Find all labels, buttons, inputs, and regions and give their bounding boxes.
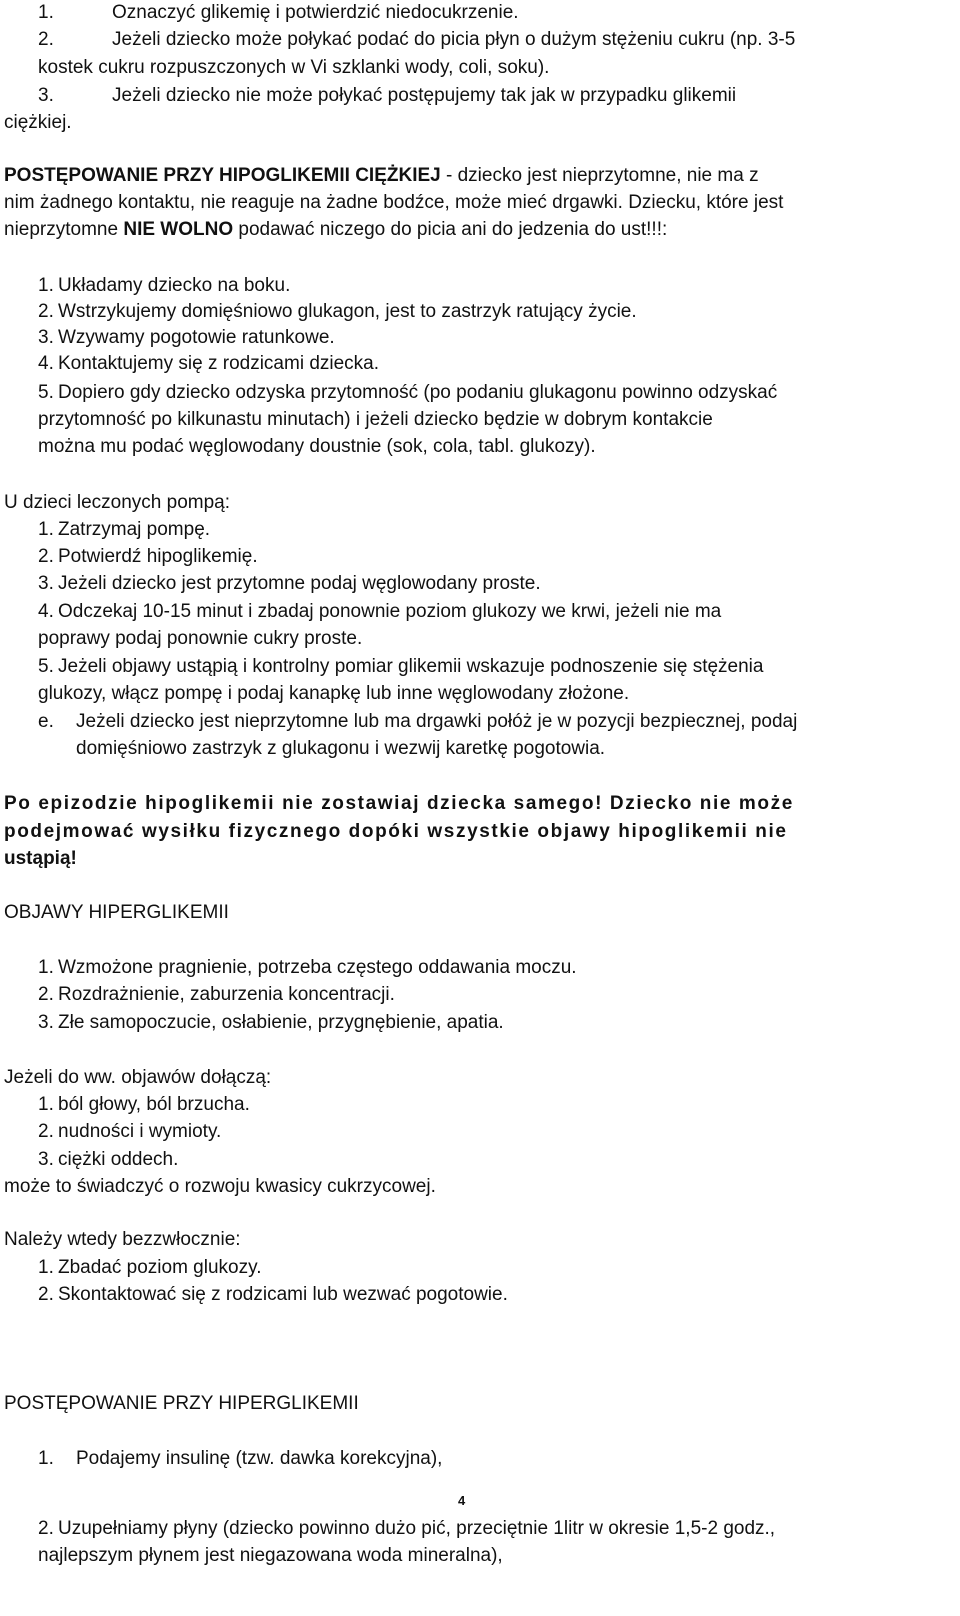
step-number: 3. [38,573,54,594]
list-item-continuation: kostek cukru rozpuszczonych w Vi szklanki wody, coli, soku). [38,57,550,78]
symptom-text: nudności i wymioty. [58,1121,222,1142]
step-text: Jeżeli objawy ustąpią i kontrolny pomiar glikemii wskazuje podnoszenie się stężenia [58,656,764,677]
list-item-text: Jeżeli dziecko nie może połykać postępujemy tak jak w przypadku glikemii [112,85,737,106]
symptom-number: 1. [38,1094,54,1115]
step-text: Wstrzykujemy domięśniowo glukagon, jest to zastrzyk ratujący życie. [58,301,637,322]
warning-suffix: podawać niczego do picia ani do jedzenia do ust!!!: [233,219,668,240]
immediate-actions-heading: Należy wtedy bezzwłocznie: [4,1229,241,1250]
action-number: 1. [38,1257,54,1278]
step-continuation: można mu podać węglowodany doustnie (sok, cola, tabl. glukozy). [38,436,596,457]
pump-heading: U dzieci leczonych pompą: [4,492,230,513]
procedure-number: 2. [38,1518,54,1539]
action-text: Zbadać poziom glukozy. [58,1257,262,1278]
list-number: 1. [38,2,54,23]
page-number: 4 [458,1493,466,1508]
step-number: 5. [38,656,54,677]
step-text: Układamy dziecko na boku. [58,275,291,296]
step-continuation: przytomność po kilkunastu minutach) i jeżeli dziecko będzie w dobrym kontakcie [38,409,713,430]
step-continuation: poprawy podaj ponownie cukry proste. [38,628,363,649]
step-text: Dopiero gdy dziecko odzyska przytomność (po podaniu glukagonu powinno odzyskać [58,382,778,403]
procedure-number: 1. [38,1448,54,1469]
severe-intro-line-3 [4,218,667,242]
warning-line-2: podejmować wysiłku fizycznego dopóki wszystkie objawy hipoglikemii nie [4,821,788,842]
warning-prefix: nieprzytomne [4,219,124,240]
step-text: Zatrzymaj pompę. [58,519,211,540]
hyperglycemia-heading: OBJAWY HIPERGLIKEMII [4,902,229,923]
step-number: 3. [38,327,54,348]
step-text: Odczekaj 10-15 minut i zbadaj ponownie poziom glukozy we krwi, jeżeli nie ma [58,601,722,622]
list-item-continuation: ciężkiej. [4,112,72,133]
list-item-text: Jeżeli dziecko może połykać podać do picia płyn o dużym stężeniu cukru (np. 3-5 [112,29,796,50]
step-number: 1. [38,519,54,540]
hyperglycemia-procedure-heading: POSTĘPOWANIE PRZY HIPERGLIKEMII [4,1393,359,1414]
step-number: 2. [38,546,54,567]
step-number: 5. [38,382,54,403]
step-text: Potwierdź hipoglikemię. [58,546,258,567]
symptom-number: 3. [38,1012,54,1033]
step-text: Jeżeli dziecko jest przytomne podaj węglowodany proste. [58,573,541,594]
procedure-text: Podajemy insulinę (tzw. dawka korekcyjna), [76,1448,443,1469]
symptom-text: ból głowy, ból brzucha. [58,1094,250,1115]
severe-intro-line-2: nim żadnego kontaktu, nie reaguje na żadne bodźce, może mieć drgawki. Dziecku, które jest [4,192,784,213]
list-item-text: Oznaczyć glikemię i potwierdzić niedocukrzenie. [112,2,519,23]
symptom-number: 3. [38,1149,54,1170]
procedure-continuation: najlepszym płynem jest niegazowana woda mineralna), [38,1545,503,1566]
step-number: 1. [38,275,54,296]
symptom-text: Rozdrażnienie, zaburzenia koncentracji. [58,984,395,1005]
symptom-text: Wzmożone pragnienie, potrzeba częstego oddawania moczu. [58,957,577,978]
action-number: 2. [38,1284,54,1305]
step-text: Jeżeli dziecko jest nieprzytomne lub ma drgawki połóż je w pozycji bezpiecznej, podaj [76,711,798,732]
symptom-number: 2. [38,984,54,1005]
step-number: 4. [38,353,54,374]
severe-intro-line-1 [4,164,759,188]
list-number: 3. [38,85,54,106]
symptom-text: ciężki oddech. [58,1149,179,1170]
symptom-number: 2. [38,1121,54,1142]
ketoacidosis-note: może to świadczyć o rozwoju kwasicy cukrzycowej. [4,1176,436,1197]
symptom-number: 1. [38,957,54,978]
step-number: e. [38,711,54,732]
step-text: Wzywamy pogotowie ratunkowe. [58,327,335,348]
step-text: Kontaktujemy się z rodzicami dziecka. [58,353,380,374]
step-continuation: domięśniowo zastrzyk z glukagonu i wezwij karetkę pogotowia. [76,738,606,759]
warning-emphasis: NIE WOLNO [123,219,234,240]
step-number: 2. [38,301,54,322]
procedure-text: Uzupełniamy płyny (dziecko powinno dużo pić, przeciętnie 1litr w okresie 1,5-2 godz., [58,1518,776,1539]
section-heading: POSTĘPOWANIE PRZY HIPOGLIKEMII CIĘŻKIEJ [4,165,441,186]
warning-line-3: ustąpią! [4,848,77,869]
step-number: 4. [38,601,54,622]
action-text: Skontaktować się z rodzicami lub wezwać pogotowie. [58,1284,508,1305]
list-number: 2. [38,29,54,50]
symptom-text: Złe samopoczucie, osłabienie, przygnębienie, apatia. [58,1012,504,1033]
step-continuation: glukozy, włącz pompę i podaj kanapkę lub inne węglowodany złożone. [38,683,630,704]
additional-symptoms-heading: Jeżeli do ww. objawów dołączą: [4,1067,272,1088]
warning-line-1: Po epizodzie hipoglikemii nie zostawiaj dziecka samego! Dziecko nie może [4,793,794,814]
heading-description: - dziecko jest nieprzytomne, nie ma z [440,165,759,186]
